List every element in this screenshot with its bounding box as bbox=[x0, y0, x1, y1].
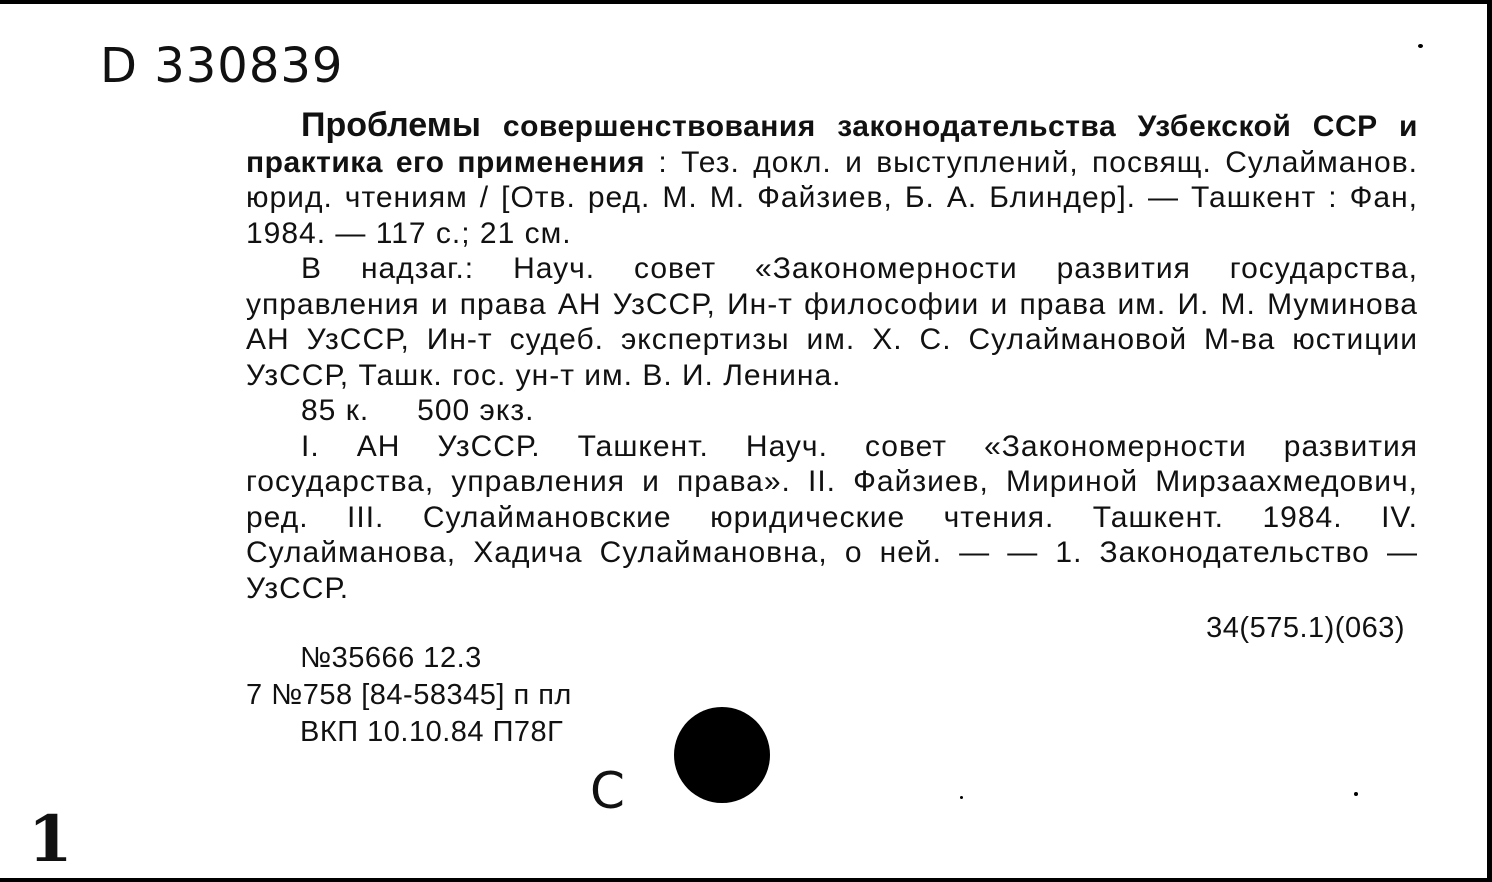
price: 85 к. bbox=[301, 394, 370, 427]
speck-mark bbox=[1418, 44, 1423, 48]
header-note: В надзаг.: Науч. совет «Закономерности развития государства, управления и права АН УзССР, Ин-т философии и права им. И. М. Муминова АН УзССР, Ин-т судеб. экспертизы им. Х. С. Сулаймановой М-ва юстиции УзССР, Ташк. гос. ун-т им. В. И. Ленина. bbox=[246, 252, 1418, 392]
price-line bbox=[246, 393, 1418, 429]
call-number: D 330839 bbox=[100, 38, 344, 94]
acquisition-info bbox=[246, 640, 572, 751]
speck-mark bbox=[960, 796, 963, 799]
bibliographic-description bbox=[246, 108, 1418, 251]
acquisition-line-2: 7 №758 [84-58345] п пл bbox=[246, 679, 572, 711]
title-first-word: Проблемы bbox=[301, 106, 481, 144]
title-rest: совершенствования законодательства Узбекской ССР и практика его применения bbox=[246, 110, 1418, 179]
card-punch-hole bbox=[674, 707, 770, 803]
acquisition-line-1: №35666 12.3 bbox=[300, 642, 482, 674]
acquisition-line-3: ВКП 10.10.84 П78Г bbox=[300, 716, 564, 748]
print-run: 500 экз. bbox=[417, 394, 535, 427]
publication-details: : Тез. докл. и выступлений, посвящ. Сулайманов. юрид. чтениям / [Отв. ред. М. М. Файзиев, Б. А. Блиндер]. — Ташкент : Фан, 1984. — 117 с.; 21 см. bbox=[246, 145, 1418, 250]
card-body bbox=[246, 108, 1418, 606]
letter-mark: С bbox=[590, 762, 625, 820]
tracing: I. АН УзССР. Ташкент. Науч. совет «Закономерности развития государства, управления и права». II. Файзиев, Мириной Мирзаахмедович, ред. III. Сулаймановские юридические чтения. Ташкент. 1984. IV. Сулайманова, Хадича Сулаймановна, о ней. — — 1. Законодательство — УзССР. bbox=[246, 429, 1418, 605]
speck-mark bbox=[1354, 792, 1358, 796]
corner-mark: 1 bbox=[28, 802, 73, 877]
classification-index: 34(575.1)(063) bbox=[1206, 612, 1405, 644]
